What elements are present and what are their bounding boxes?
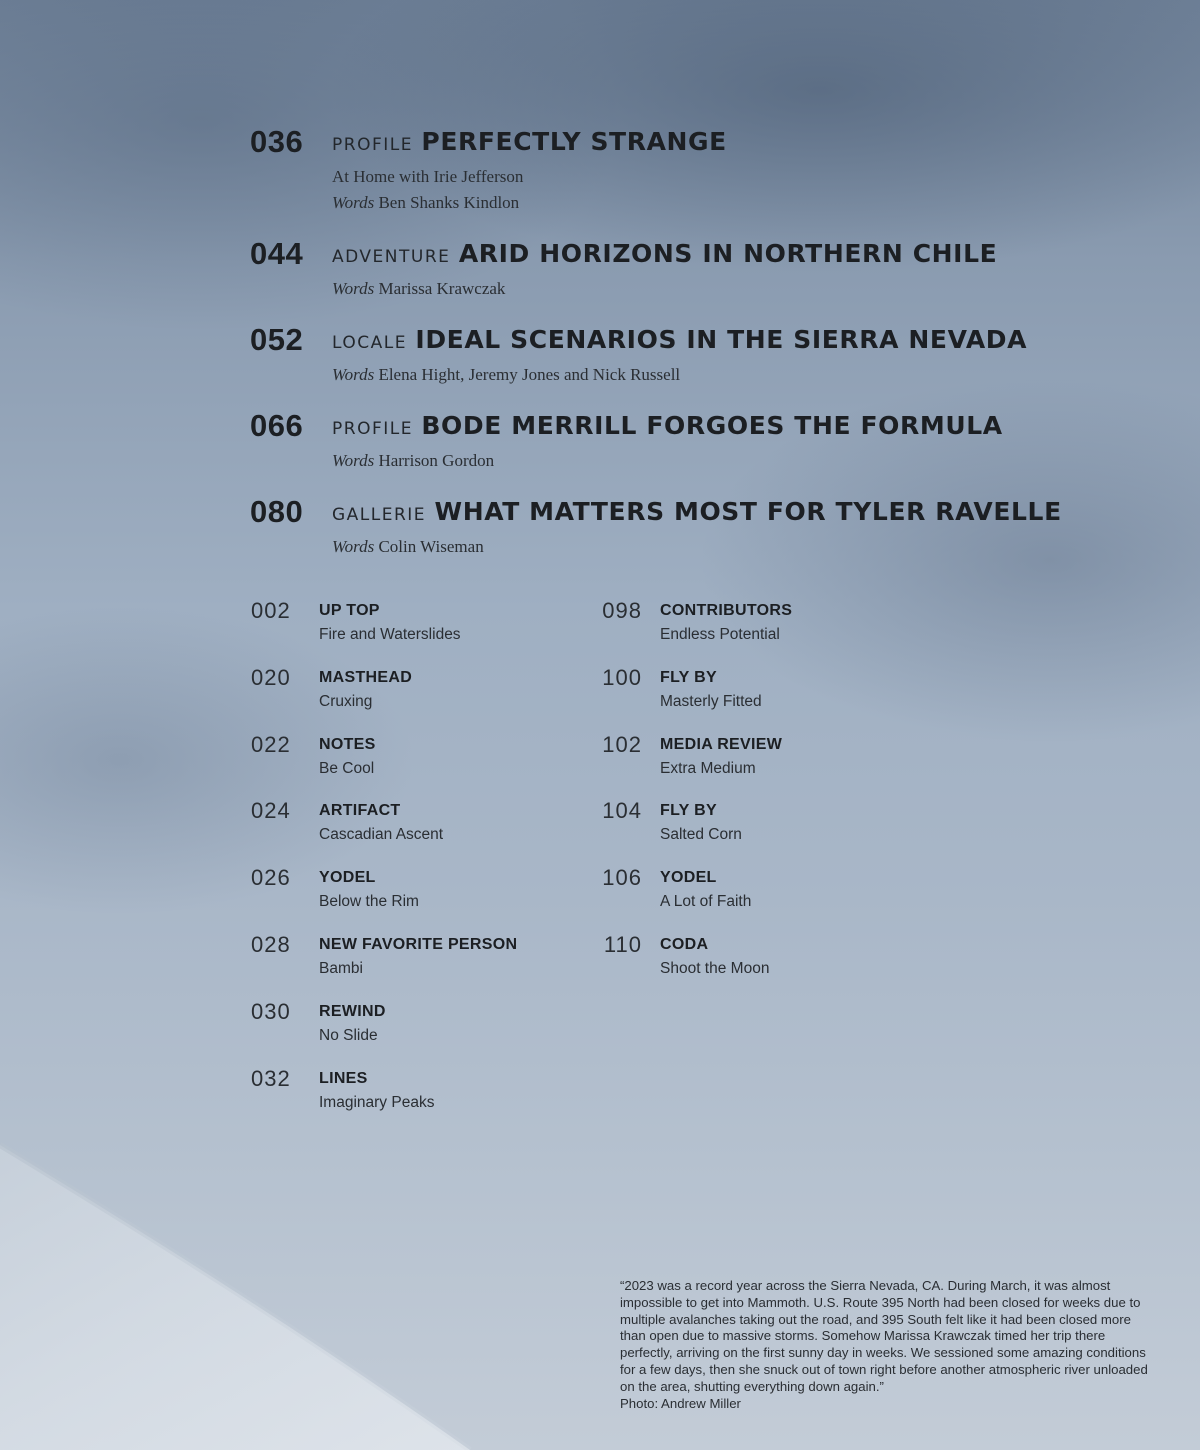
feature-entry[interactable] bbox=[250, 236, 1150, 302]
words-label: Words bbox=[332, 193, 375, 212]
department-title: NEW FAVORITE PERSON bbox=[319, 935, 518, 953]
department-title: FLY BY bbox=[660, 668, 717, 686]
department-title: YODEL bbox=[319, 869, 376, 887]
department-subtitle: Cruxing bbox=[319, 692, 373, 710]
feature-list bbox=[250, 124, 1150, 580]
feature-page-number: 052 bbox=[250, 322, 304, 357]
department-subtitle: Imaginary Peaks bbox=[319, 1093, 435, 1111]
department-subtitle: Endless Potential bbox=[660, 626, 780, 643]
department-page-number: 110 bbox=[603, 931, 642, 957]
department-subtitle: Below the Rim bbox=[319, 893, 419, 911]
feature-page-number: 066 bbox=[250, 408, 304, 443]
department-page-number: 020 bbox=[251, 664, 291, 690]
department-page-number: 002 bbox=[251, 598, 291, 623]
department-subtitle: Cascadian Ascent bbox=[319, 826, 444, 844]
feature-author: Elena Hight, Jeremy Jones and Nick Russell bbox=[378, 365, 681, 384]
feature-page-number: 036 bbox=[250, 124, 304, 159]
caption-quote: “2023 was a record year across the Sierra Nevada, CA. During March, it was almost impossible to get into Mammoth. U.S. Route 395 North had been closed for weeks due to multiple avalanches taking out the road, and 395 South felt like it had been closed more than open due to massive storms. Somehow Marissa Krawczak timed her trip there perfectly, arriving on the first sunny day in weeks. We sessioned some amazing conditions for a few days, then she snuck out of town right before another atmospheric river unloaded on the area, shutting everything down again.” bbox=[620, 1278, 1148, 1394]
feature-title: PERFECTLY STRANGE bbox=[421, 127, 727, 156]
feature-page-number: 044 bbox=[250, 236, 304, 271]
department-subtitle: Extra Medium bbox=[660, 759, 756, 777]
department-page-number: 022 bbox=[251, 731, 291, 757]
words-label: Words bbox=[332, 451, 375, 470]
feature-section: PROFILE bbox=[332, 135, 413, 155]
feature-page-number: 080 bbox=[250, 494, 304, 529]
department-title: UP TOP bbox=[319, 602, 380, 619]
department-page-number: 104 bbox=[602, 798, 642, 824]
feature-title: WHAT MATTERS MOST FOR TYLER RAVELLE bbox=[434, 497, 1062, 526]
department-page-number: 030 bbox=[251, 998, 291, 1024]
department-subtitle: Masterly Fitted bbox=[660, 692, 762, 710]
department-title: FLY BY bbox=[660, 802, 717, 820]
department-page-number: 028 bbox=[251, 931, 291, 957]
feature-subtitle: At Home with Irie Jefferson bbox=[332, 167, 524, 186]
department-page-number: 102 bbox=[602, 731, 642, 757]
department-title: LINES bbox=[319, 1069, 368, 1087]
feature-author: Marissa Krawczak bbox=[378, 279, 506, 298]
feature-entry[interactable] bbox=[250, 124, 1150, 216]
feature-author: Colin Wiseman bbox=[378, 537, 484, 556]
photo-caption bbox=[620, 1278, 1160, 1412]
department-subtitle: Be Cool bbox=[319, 759, 375, 777]
department-title: REWIND bbox=[319, 1002, 386, 1020]
department-subtitle: No Slide bbox=[319, 1026, 378, 1044]
photo-credit: Photo: Andrew Miller bbox=[620, 1395, 741, 1411]
feature-entry[interactable] bbox=[250, 322, 1150, 388]
department-page-number: 026 bbox=[251, 865, 291, 891]
feature-byline bbox=[332, 276, 1150, 302]
feature-entry[interactable] bbox=[250, 408, 1150, 474]
feature-title: IDEAL SCENARIOS IN THE SIERRA NEVADA bbox=[415, 325, 1028, 354]
department-page-number: 106 bbox=[602, 865, 642, 891]
department-subtitle: Bambi bbox=[319, 959, 363, 977]
feature-author: Ben Shanks Kindlon bbox=[378, 193, 520, 212]
department-page-number: 024 bbox=[251, 798, 291, 824]
department-title: CONTRIBUTORS bbox=[660, 602, 793, 619]
words-label: Words bbox=[332, 537, 375, 556]
department-subtitle: Shoot the Moon bbox=[660, 959, 770, 977]
department-subtitle: Fire and Waterslides bbox=[319, 626, 461, 643]
department-title: YODEL bbox=[660, 869, 717, 887]
feature-title: ARID HORIZONS IN NORTHERN CHILE bbox=[458, 239, 998, 268]
department-subtitle: Salted Corn bbox=[660, 826, 742, 844]
department-title: CODA bbox=[660, 935, 709, 953]
department-page-number: 100 bbox=[602, 664, 642, 690]
feature-section: PROFILE bbox=[332, 419, 413, 439]
department-title: MASTHEAD bbox=[319, 668, 413, 686]
feature-byline bbox=[332, 534, 1150, 560]
department-title: ARTIFACT bbox=[319, 802, 401, 820]
department-subtitle: A Lot of Faith bbox=[660, 893, 752, 911]
feature-section: GALLERIE bbox=[332, 505, 427, 525]
feature-section: ADVENTURE bbox=[332, 247, 451, 267]
words-label: Words bbox=[332, 365, 375, 384]
feature-byline bbox=[332, 448, 1150, 474]
words-label: Words bbox=[332, 279, 375, 298]
feature-section: LOCALE bbox=[332, 333, 407, 353]
feature-entry[interactable] bbox=[250, 494, 1150, 560]
feature-byline bbox=[332, 362, 1150, 388]
department-page-number: 098 bbox=[602, 598, 642, 623]
department-title: MEDIA REVIEW bbox=[660, 735, 783, 753]
feature-byline bbox=[332, 190, 1150, 216]
feature-title: BODE MERRILL FORGOES THE FORMULA bbox=[421, 411, 1003, 440]
feature-author: Harrison Gordon bbox=[378, 451, 495, 470]
department-page-number: 032 bbox=[251, 1065, 291, 1091]
department-title: NOTES bbox=[319, 735, 376, 753]
